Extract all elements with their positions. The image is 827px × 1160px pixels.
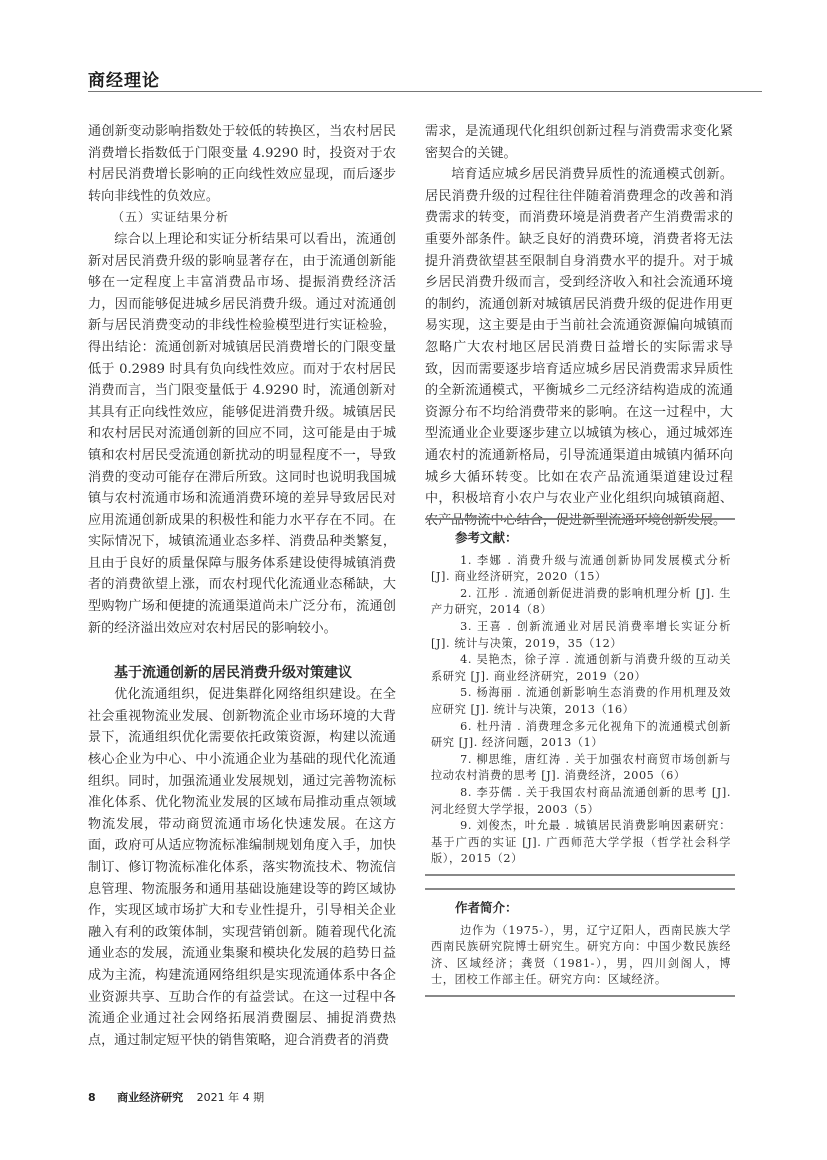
references-title: 参考文献： bbox=[455, 530, 518, 545]
references-box bbox=[425, 518, 735, 876]
paragraph: 优化流通组织，促进集群化网络组织建设。在全社会重视物流业发展、创新物流企业市场环境的大背景下，流通组织优化需要依托政策资源，构建以流通核心企业为中心、中小流通企业为基础的现代化流通组织。同时，加强流通业发展规划，通过完善物流标准化体系、优化物流业发展的区域布局推动重点领域物流发展，带动商贸流通市场化快速发展。在这方面，政府可从适应物流标准编制规划角度入手，加快制订、修订物流标准化体系，落实物流技术、物流信息管理、物流服务和通用基础设施建设等的跨区域协作，实现区域市场扩大和专业性提升，引导相关企业融入有利的政策体制，实现营销创新。随着现代化流通业态的发展，流通业集聚和模块化发展的趋势日益成为主流，构建流通网络组织是实现流通体系中各企业资源共享、互助合作的有益尝试。在这一过程中各流通企业通过社会网络拓展消费圈层、捕捉消费热点，通过制定短平快的销售策略，迎合消费者的消费 bbox=[88, 687, 396, 1048]
paragraph: 通创新变动影响指数处于较低的转换区，当农村居民消费增长指数低于门限变量 4.9290 时，投资对于农村居民消费增长影响的正向线性效应显现，而后逐步转向非线性的负效应。 bbox=[88, 124, 396, 204]
reference-item: 6. 杜丹清 . 消费理念多元化视角下的流通模式创新研究 [J]. 经济问题，2013（1） bbox=[431, 719, 731, 750]
page-footer bbox=[88, 1089, 264, 1105]
reference-item: 7. 柳思维，唐红涛 . 关于加强农村商贸市场创新与拉动农村消费的思考 [J]. 消费经济，2005（6） bbox=[431, 752, 731, 783]
reference-item: 5. 杨海丽 . 流通创新影响生态消费的作用机理及效应研究 [J]. 统计与决策，2013（16） bbox=[431, 686, 731, 716]
left-column bbox=[88, 121, 396, 1051]
reference-item: 1. 李娜 . 消费升级与流通创新协同发展模式分析 [J]. 商业经济研究，2020（15） bbox=[431, 553, 731, 584]
paragraph: 需求，是流通现代化组织创新过程与消费需求变化紧密契合的关键。 bbox=[425, 124, 733, 161]
paragraph: 综合以上理论和实证分析结果可以看出，流通创新对居民消费升级的影响显著存在，由于流通创新能够在一定程度上丰富消费品市场、提振消费经济活力，因而能够促进城乡居民消费升级。通过对流通创新与居民消费变动的非线性检验模型进行实证检验，得出结论：流通创新对城镇居民消费增长的门限变量低于 0.2989 时具有负向线性效应。而对于农村居民消费而言，当门限变量低于 4.9290 时，流通创新对其具有正向线性效应，能够促进消费升级。城镇居民和农村居民对流通创新的回应不同，这可能是由于城镇和农村居民受流通创新扰动的明显程度不一，导致消费的变动可能存在滞后所致。这同时也说明我国城镇与农村流通市场和流通消费环境的差异导致居民对应用流通创新成果的积极性和能力水平存在不同。在实际情况下，城镇流通业态多样、消费品种类繁复，且由于良好的质量保障与服务体系建设使得城镇消费者的消费欲望上涨，而农村现代化流通业态稀缺，大型购物广场和便捷的流通渠道尚未广泛分布，流通创新的经济溢出效应对农村居民的影响较小。 bbox=[88, 231, 396, 636]
issue-label: 2021 年 4 期 bbox=[196, 1091, 265, 1104]
reference-item: 2. 江彤 . 流通创新促进消费的影响机理分析 [J]. 生产力研究，2014（8） bbox=[431, 586, 731, 617]
header-rule bbox=[88, 91, 762, 92]
reference-item: 8. 李芬儒 . 关于我国农村商品流通创新的思考 [J]. 河北经贸大学学报，2003（5） bbox=[431, 785, 731, 816]
author-title: 作者简介： bbox=[455, 900, 518, 915]
author-bio: 边作为（1975-），男，辽宁辽阳人，西南民族大学西南民族研究院博士研究生。研究方向：中国少数民族经济、区域经济；龚贤（1981-），男，四川剑阁人，博士，团校工作部主任。研究方向：区域经济。 bbox=[431, 923, 731, 987]
paragraph: 培育适应城乡居民消费异质性的流通模式创新。居民消费升级的过程往往伴随着消费理念的改善和消费需求的转变，而消费环境是消费者产生消费需求的重要外部条件。缺乏良好的消费环境，消费者将无法提升消费欲望甚至限制自身消费水平的提升。对于城乡居民消费升级而言，受到经济收入和社会流通环境的制约，流通创新对城镇居民消费升级的促进作用更易实现，这主要是由于当前社会流通资源偏向城镇而忽略广大农村地区居民消费日益增长的实际需求导致，因而需要逐步培育适应城乡居民消费需求异质性的全新流通模式，平衡城乡二元经济结构造成的流通资源分布不均给消费带来的影响。在这一过程中，大型流通业企业要逐步建立以城镇为核心，通过城郊连通农村的流通新格局，引导流通渠道由城镇内循环向城乡大循环转变。比如在农产品流通渠道建设过程中，积极培育小农户与农业产业化组织向城镇商超、农产品物流中心结合，促进新型流通环境创新发展。 bbox=[425, 167, 733, 528]
section-header: 商经理论 bbox=[88, 71, 160, 91]
section-title: 基于流通创新的居民消费升级对策建议 bbox=[114, 665, 352, 682]
reference-item: 3. 王喜 . 创新流通业对居民消费率增长实证分析 [J]. 统计与决策，2019，35（12） bbox=[431, 619, 731, 650]
reference-item: 4. 吴艳杰，徐子淳 . 流通创新与消费升级的互动关系研究 [J]. 商业经济研究，2019（20） bbox=[431, 653, 731, 683]
author-box bbox=[425, 888, 735, 997]
subheading: （五）实证结果分析 bbox=[112, 210, 230, 225]
journal-name: 商业经济研究 bbox=[117, 1091, 184, 1104]
reference-item: 9. 刘俊杰，叶允最 . 城镇居民消费影响因素研究：基于广西的实证 [J]. 广西师范大学学报（哲学社会科学版），2015（2） bbox=[431, 819, 731, 866]
right-column bbox=[425, 121, 733, 531]
page-number: 8 bbox=[88, 1091, 96, 1104]
